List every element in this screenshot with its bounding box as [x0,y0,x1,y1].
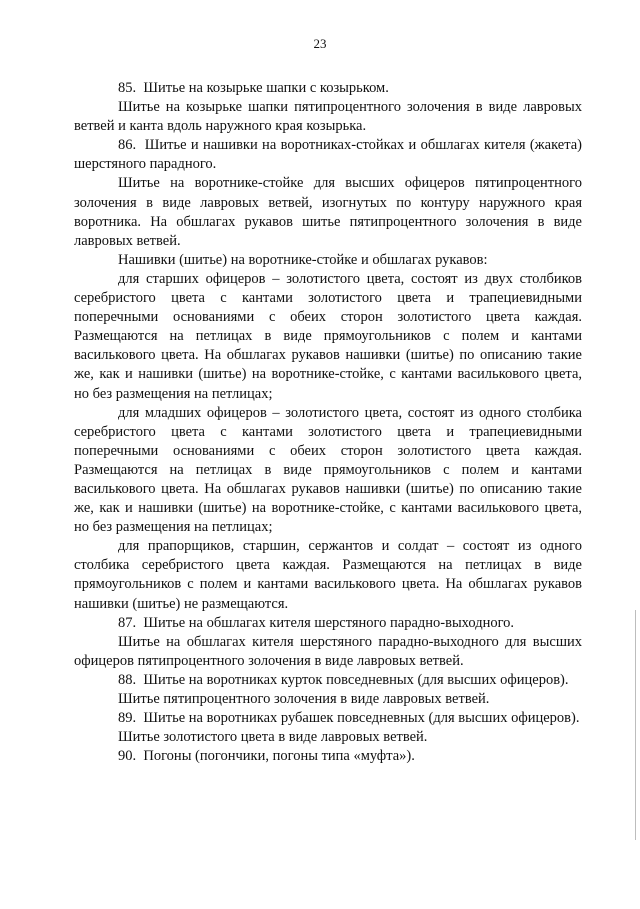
paragraph: Нашивки (шитье) на воротнике-стойке и обшлагах рукавов: [118,251,488,268]
paragraph: Шитье золотистого цвета в виде лавровых ветвей. [118,729,428,746]
paragraph-90-heading: 90. Погоны (погончики, погоны типа «муфта»). [118,748,415,765]
document-body [74,79,582,766]
paragraph-86-heading: 86. Шитье и нашивки на воротниках-стойках и обшлагах кителя (жакета) шерстяного парадного. [74,137,582,173]
paragraph: Шитье на козырьке шапки пятипроцентного золочения в виде лавровых ветвей и канта вдоль наружного края козырька. [74,99,582,135]
paragraph: Шитье на обшлагах кителя шерстяного парадно-выходного для высших офицеров пятипроцентного золочения в виде лавровых ветвей. [74,633,582,669]
list-item-junior-officers: для младших офицеров – золотистого цвета, состоят из одного столбика серебристого цвета с кантами золотистого цвета и трапециевидными поперечными основаниями с обеих сторон золотистого цвета каждая. Размещаются на петлицах в виде прямоугольников с полем и кантами василькового цвета. На обшлагах рукавов нашивки (шитье) по описанию такие же, как и нашивки (шитье) на воротнике-стойке, с кантами василькового цвета, но без размещения на петлицах; [74,404,582,536]
paragraph-87-heading: 87. Шитье на обшлагах кителя шерстяного парадно-выходного. [118,614,515,631]
paragraph-89-heading: 89. Шитье на воротниках рубашек повседневных (для высших офицеров). [118,710,580,727]
page-number: 23 [313,36,327,51]
paragraph: Шитье на воротнике-стойке для высших офицеров пятипроцентного золочения в виде лавровых ветвей, изогнутых по контуру наружного края воротника. На обшлагах рукавов шитье пятипроцентного золочения в виде лавровых ветвей. [74,175,582,249]
paragraph-88-heading: 88. Шитье на воротниках курток повседневных (для высших офицеров). [118,671,569,688]
paragraph: Шитье пятипроцентного золочения в виде лавровых ветвей. [118,691,490,707]
scan-edge-line [635,610,636,840]
list-item-ensigns-sergeants-soldiers: для прапорщиков, старшин, сержантов и солдат – состоят из одного столбика серебристого цвета каждая. Размещаются на петлицах в виде прямоугольников с полем и кантами василькового цвета. На обшлагах рукавов нашивки (шитье) не размещаются. [74,538,582,612]
paragraph-85-heading: 85. Шитье на козырьке шапки с козырьком. [118,80,389,96]
list-item-senior-officers: для старших офицеров – золотистого цвета, состоят из двух столбиков серебристого цвета с кантами золотистого цвета и трапециевидными поперечными основаниями с обеих сторон золотистого цвета каждая. Размещаются на петлицах в виде прямоугольников с полем и кантами василькового цвета. На обшлагах рукавов нашивки (шитье) по описанию такие же, как и нашивки (шитье) на воротнике-стойке, с кантами василькового цвета, но без размещения на петлицах; [74,270,582,402]
